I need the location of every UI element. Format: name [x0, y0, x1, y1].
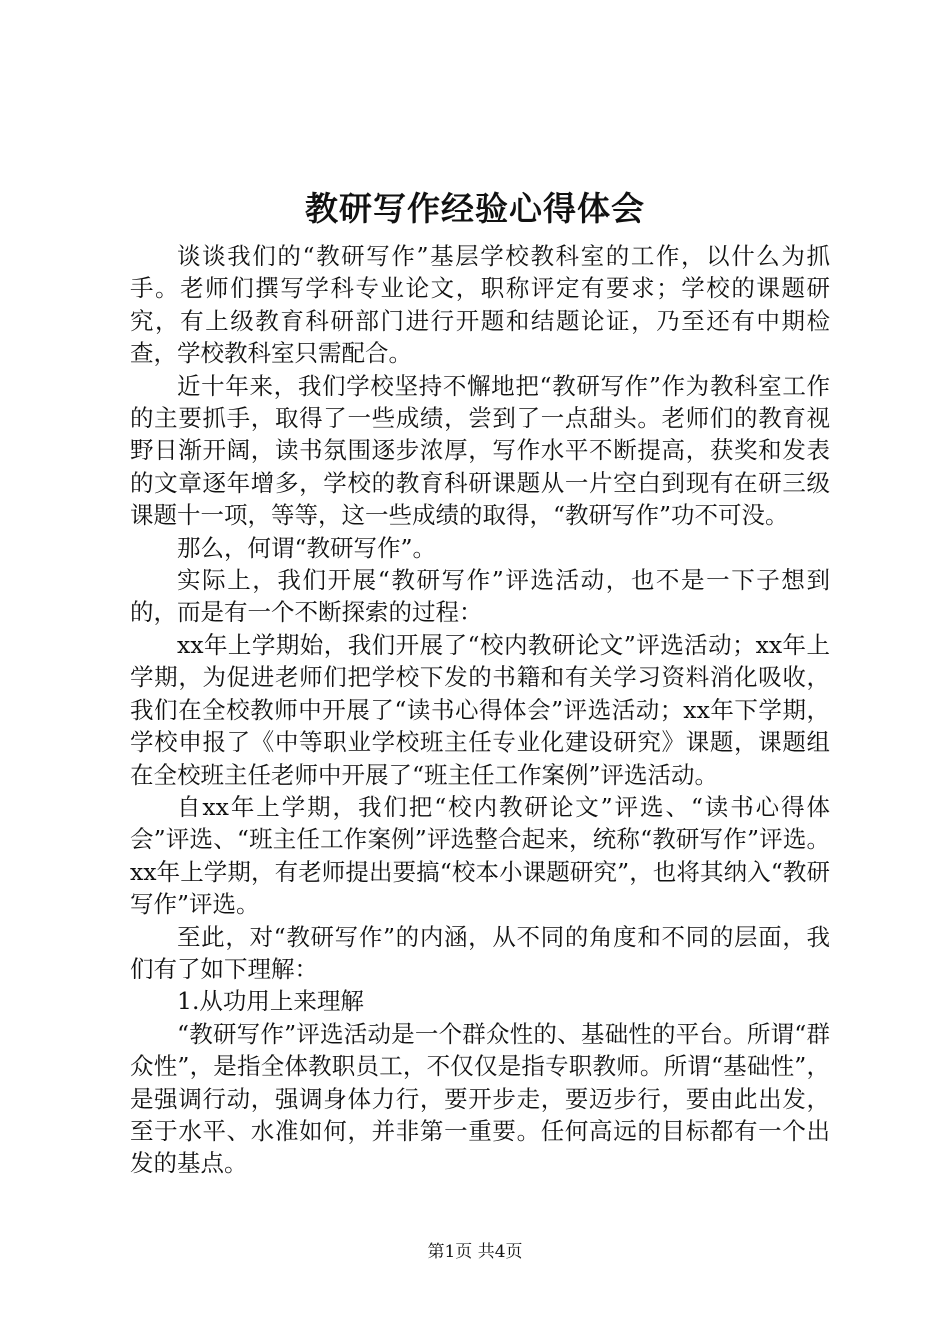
paragraph: 近十年来，我们学校坚持不懈地把“教研写作”作为教科室工作的主要抓手，取得了一些成绩，尝到了一点甜头。老师们的教育视野日渐开阔，读书氛围逐步浓厚，写作水平不断提高，获奖和发表的文章逐年增多，学校的教育科研课题从一片空白到现有在研三级课题十一项，等等，这一些成绩的取得，“教研写作”功不可没。	[130, 371, 830, 530]
paragraph: 那么，何谓“教研写作”。	[177, 533, 437, 562]
paragraph: 实际上，我们开展“教研写作”评选活动，也不是一下子想到的，而是有一个不断探索的过程：	[130, 566, 830, 627]
document-body	[130, 240, 830, 1180]
paragraph: “教研写作”评选活动是一个群众性的、基础性的平台。所谓“群众性”，是指全体教职员工，不仅仅是指专职教师。所谓“基础性”，是强调行动，强调身体力行，要开步走，要迈步行，要由此出发，至于水平、水准如何，并非第一重要。任何高远的目标都有一个出发的基点。	[130, 1019, 830, 1178]
section-heading: 1.从功用上来理解	[177, 987, 364, 1016]
paragraph: xx年上学期始，我们开展了“校内教研论文”评选活动；xx年上学期，为促进老师们把学校下发的书籍和有关学习资料消化吸收，我们在全校教师中开展了“读书心得体会”评选活动；xx年下学期，学校申报了《中等职业学校班主任专业化建设研究》课题，课题组在全校班主任老师中开展了“班主任工作案例”评选活动。	[130, 630, 830, 789]
page-footer: 第1页 共4页	[427, 1242, 523, 1262]
paragraph: 至此，对“教研写作”的内涵，从不同的角度和不同的层面，我们有了如下理解：	[130, 922, 830, 983]
paragraph: 谈谈我们的“教研写作”基层学校教科室的工作，以什么为抓手。老师们撰写学科专业论文，职称评定有要求；学校的课题研究，有上级教育科研部门进行开题和结题论证，乃至还有中期检查，学校教科室只需配合。	[130, 242, 830, 368]
paragraph: 自xx年上学期，我们把“校内教研论文”评选、“读书心得体会”评选、“班主任工作案例”评选整合起来，统称“教研写作”评选。xx年上学期，有老师提出要搞“校本小课题研究”，也将其纳入“教研写作”评选。	[130, 792, 830, 919]
document-title: 教研写作经验心得体会	[305, 189, 645, 228]
